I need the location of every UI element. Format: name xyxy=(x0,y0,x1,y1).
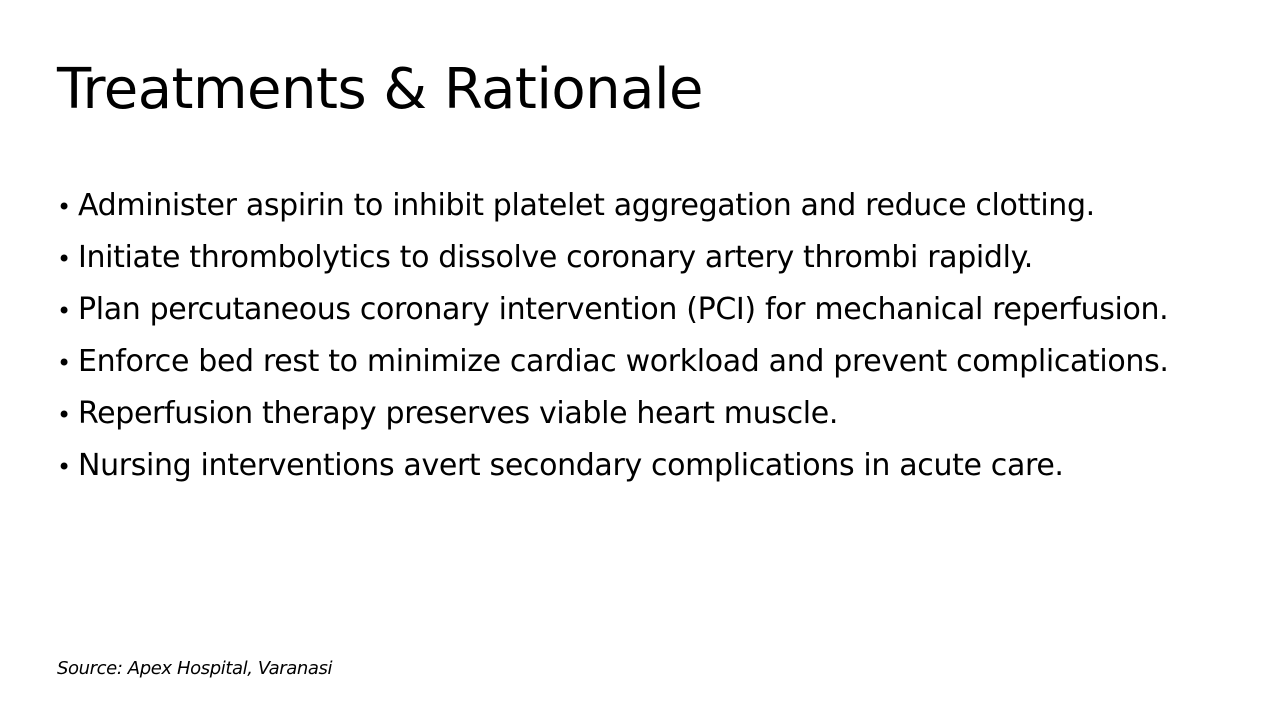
bullet-text: Administer aspirin to inhibit platelet aggregation and reduce clotting. xyxy=(78,188,1095,223)
bullet-text: Reperfusion therapy preserves viable heart muscle. xyxy=(78,396,839,431)
bullet-item xyxy=(57,288,1169,340)
bullet-item xyxy=(57,236,1169,288)
bullet-text: Plan percutaneous coronary intervention (PCI) for mechanical reperfusion. xyxy=(78,292,1169,327)
bullet-text: Enforce bed rest to minimize cardiac workload and prevent complications. xyxy=(78,344,1169,379)
bullet-item xyxy=(57,340,1169,392)
bullet-icon: • xyxy=(57,401,71,429)
bullet-text: Initiate thrombolytics to dissolve coronary artery thrombi rapidly. xyxy=(78,240,1033,275)
slide-title: Treatments & Rationale xyxy=(57,57,703,122)
bullet-icon: • xyxy=(57,297,71,325)
bullet-icon: • xyxy=(57,245,71,273)
bullet-item xyxy=(57,444,1169,496)
bullet-text: Nursing interventions avert secondary complications in acute care. xyxy=(78,448,1064,483)
bullet-icon: • xyxy=(57,193,71,221)
bullet-item xyxy=(57,184,1169,236)
bullet-icon: • xyxy=(57,349,71,377)
bullet-item xyxy=(57,392,1169,444)
bullet-list xyxy=(57,184,1169,496)
source-note: Source: Apex Hospital, Varanasi xyxy=(57,658,333,679)
bullet-icon: • xyxy=(57,453,71,481)
